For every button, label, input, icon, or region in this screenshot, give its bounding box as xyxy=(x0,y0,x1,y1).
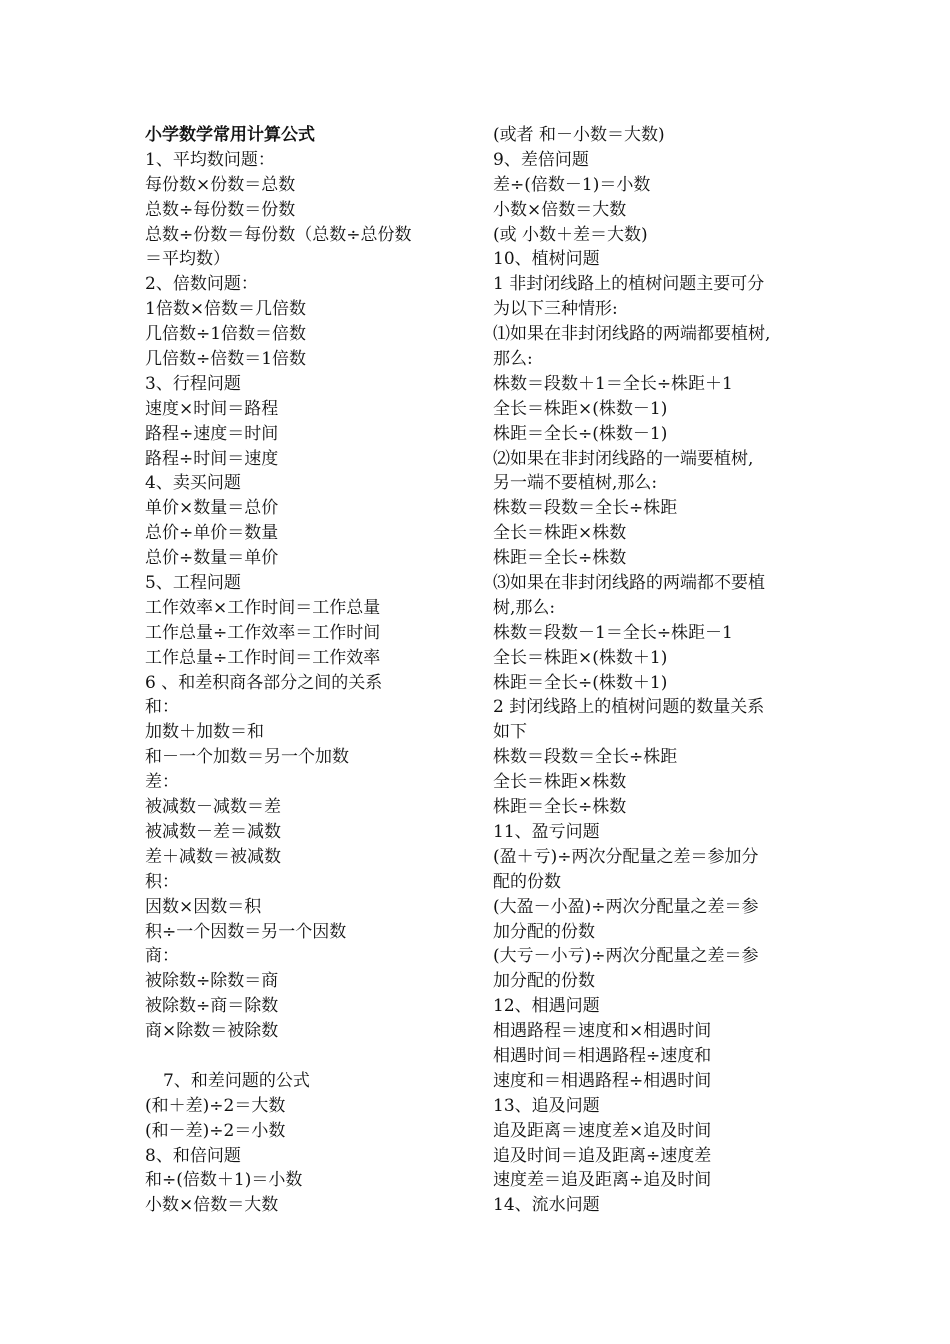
text-line: 为以下三种情形: xyxy=(493,299,618,320)
text-line: 配的份数 xyxy=(493,871,561,892)
text-line: 差÷(倍数－1)＝小数 xyxy=(493,174,651,195)
text-line: 树,那么: xyxy=(493,597,556,618)
right-column xyxy=(493,123,813,1218)
text-line: 全长＝株距×株数 xyxy=(493,772,627,793)
text-line: ⑵如果在非封闭线路的一端要植树, xyxy=(493,448,754,469)
text-line: (和－差)÷2＝小数 xyxy=(145,1120,286,1141)
text-line: 追及距离＝速度差×追及时间 xyxy=(493,1120,712,1141)
text-line: 全长＝株距×(株数＋1) xyxy=(493,647,668,668)
text-line: 几倍数÷倍数＝1倍数 xyxy=(145,349,307,370)
document-title: 小学数学常用计算公式 xyxy=(145,125,315,145)
text-line: 加分配的份数 xyxy=(493,971,595,992)
text-line: 11、盈亏问题 xyxy=(493,821,600,842)
text-line: 12、相遇问题 xyxy=(493,996,600,1017)
text-line: 因数×因数＝积 xyxy=(145,896,262,917)
text-line: 株距＝全长÷(株数－1) xyxy=(493,423,668,444)
text-line: ＝平均数） xyxy=(145,249,230,270)
text-line: 总价÷单价＝数量 xyxy=(145,523,279,544)
text-line: 和： xyxy=(145,697,179,718)
text-line: 1倍数×倍数＝几倍数 xyxy=(145,299,307,320)
text-line: 株数＝段数＝全长÷株距 xyxy=(493,747,678,768)
text-line: 被减数－差＝减数 xyxy=(145,821,281,842)
text-line: 速度×时间＝路程 xyxy=(145,398,279,419)
text-line: 积÷一个因数＝另一个因数 xyxy=(145,921,347,942)
text-line: 4、卖买问题 xyxy=(145,473,241,494)
text-line: 商： xyxy=(145,946,179,967)
text-line: 13、追及问题 xyxy=(493,1095,600,1116)
text-line: 追及时间＝追及距离÷速度差 xyxy=(493,1145,712,1166)
text-line: 和－一个加数＝另一个加数 xyxy=(145,747,349,768)
text-line: ⑴如果在非封闭线路的两端都要植树, xyxy=(493,324,771,345)
text-line: 总数÷每份数＝份数 xyxy=(145,199,296,220)
text-line: 总价÷数量＝单价 xyxy=(145,548,279,569)
text-line: 7、和差问题的公式 xyxy=(163,1070,310,1091)
text-line: 商×除数＝被除数 xyxy=(145,1021,279,1042)
text-line: 另一端不要植树,那么: xyxy=(493,473,658,494)
text-line: 相遇时间＝相遇路程÷速度和 xyxy=(493,1045,712,1066)
left-column xyxy=(145,123,485,1218)
text-line: 如下 xyxy=(493,722,527,743)
text-line: 株数＝段数＝全长÷株距 xyxy=(493,498,678,519)
text-line: 被除数÷商＝除数 xyxy=(145,996,279,1017)
text-line: 工作总量÷工作时间＝工作效率 xyxy=(145,647,381,668)
text-line: 工作效率×工作时间＝工作总量 xyxy=(145,597,381,618)
text-line: 路程÷时间＝速度 xyxy=(145,448,279,469)
text-line: 株距＝全长÷株数 xyxy=(493,548,627,569)
blank-line xyxy=(145,1044,485,1069)
text-line: 14、流水问题 xyxy=(493,1195,600,1216)
text-line: 速度和＝相遇路程÷相遇时间 xyxy=(493,1070,712,1091)
text-line: 1 非封闭线路上的植树问题主要可分 xyxy=(493,274,765,295)
text-line: 路程÷速度＝时间 xyxy=(145,423,279,444)
text-line: 相遇路程＝速度和×相遇时间 xyxy=(493,1021,712,1042)
text-line: 被除数÷除数＝商 xyxy=(145,971,279,992)
text-line: 全长＝株距×(株数－1) xyxy=(493,398,668,419)
text-line: 加分配的份数 xyxy=(493,921,595,942)
text-line: 工作总量÷工作效率＝工作时间 xyxy=(145,622,381,643)
text-line: 小数×倍数＝大数 xyxy=(145,1195,279,1216)
text-line: 速度差＝追及距离÷追及时间 xyxy=(493,1170,712,1191)
text-line: 5、工程问题 xyxy=(145,573,241,594)
text-line: 几倍数÷1倍数＝倍数 xyxy=(145,324,307,345)
text-line: 8、和倍问题 xyxy=(145,1145,241,1166)
text-line: (大亏－小亏)÷两次分配量之差＝参 xyxy=(493,946,759,967)
text-line: (和＋差)÷2＝大数 xyxy=(145,1095,286,1116)
text-line: 被减数－减数＝差 xyxy=(145,797,281,818)
text-line: (或 小数＋差＝大数) xyxy=(493,224,648,245)
text-line: 加数＋加数＝和 xyxy=(145,722,264,743)
text-line: 那么: xyxy=(493,349,533,370)
text-line: 总数÷份数＝每份数（总数÷总份数 xyxy=(145,224,412,245)
text-line: (或者 和－小数＝大数) xyxy=(493,125,665,145)
text-line: 株距＝全长÷(株数＋1) xyxy=(493,672,668,693)
text-line: 差： xyxy=(145,772,179,793)
text-line: 积： xyxy=(145,871,179,892)
text-line: 小数×倍数＝大数 xyxy=(493,199,627,220)
text-line: 株距＝全长÷株数 xyxy=(493,797,627,818)
text-line: 全长＝株距×株数 xyxy=(493,523,627,544)
text-line: (盈＋亏)÷两次分配量之差＝参加分 xyxy=(493,846,759,867)
text-line: 3、行程问题 xyxy=(145,373,241,394)
text-line: 2 封闭线路上的植树问题的数量关系 xyxy=(493,697,765,718)
text-line: 2、倍数问题： xyxy=(145,274,258,295)
text-line: 单价×数量＝总价 xyxy=(145,498,279,519)
text-line: 差＋减数＝被减数 xyxy=(145,846,281,867)
text-line: 株数＝段数＋1＝全长÷株距＋1 xyxy=(493,373,733,394)
text-line: 和÷(倍数＋1)＝小数 xyxy=(145,1170,303,1191)
text-line: 株数＝段数－1＝全长÷株距－1 xyxy=(493,622,733,643)
text-line: 9、差倍问题 xyxy=(493,149,589,170)
text-line: 每份数×份数＝总数 xyxy=(145,174,296,195)
text-line: 1、平均数问题： xyxy=(145,149,275,170)
text-line: 10、植树问题 xyxy=(493,249,600,270)
text-line: 6 、和差积商各部分之间的关系 xyxy=(145,672,383,693)
text-line: ⑶如果在非封闭线路的两端都不要植 xyxy=(493,573,765,594)
text-line: (大盈－小盈)÷两次分配量之差＝参 xyxy=(493,896,759,917)
